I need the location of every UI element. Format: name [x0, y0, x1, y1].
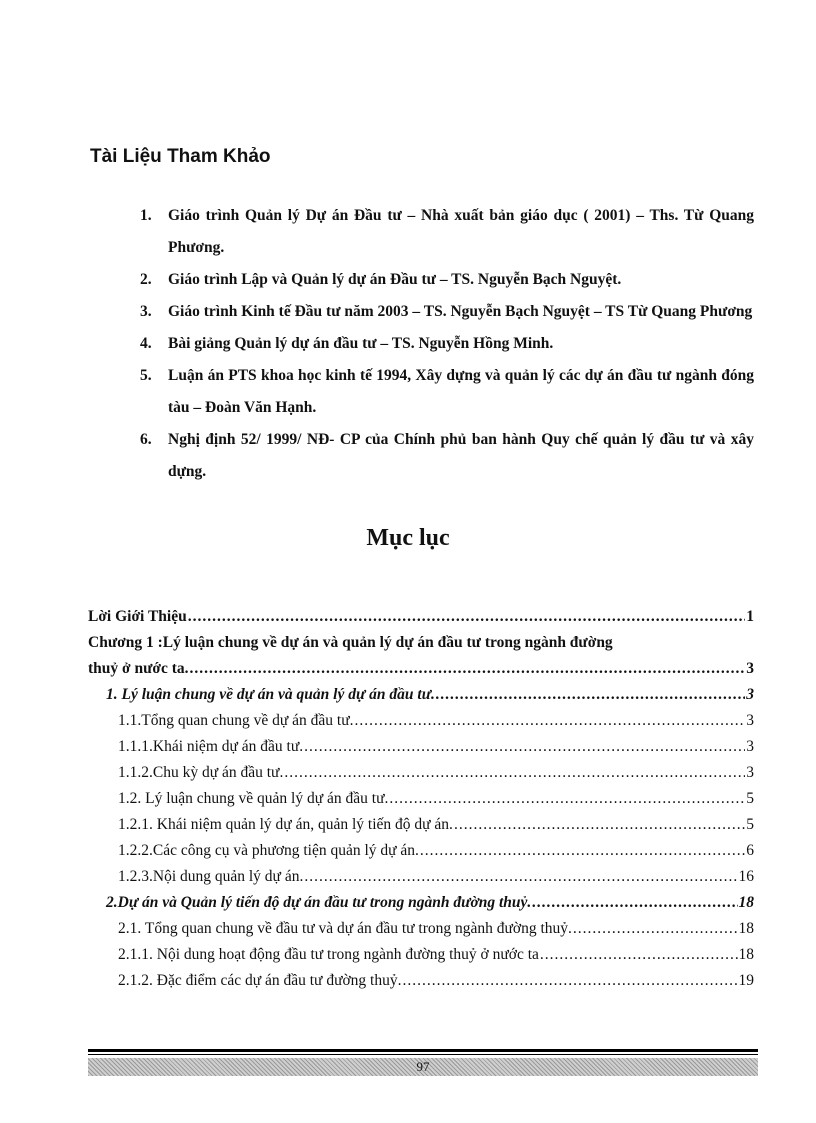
toc-leader-dots: [284, 760, 745, 786]
toc-leader-dots: [354, 708, 745, 734]
toc-entry-page: 16: [738, 868, 754, 885]
toc-entry-page: 3: [746, 764, 754, 781]
toc-leader-dots: [304, 864, 737, 890]
reference-text: Luận án PTS khoa học kinh tế 1994, Xây dựng và quản lý các dự án đầu tư ngành đóng tàu – Đoàn Văn Hạnh.: [168, 367, 754, 416]
reference-number: 4.: [140, 335, 152, 352]
toc-entry[interactable]: [88, 890, 754, 916]
reference-number: 6.: [140, 431, 152, 448]
toc-entry[interactable]: [88, 760, 754, 786]
toc-entry[interactable]: [88, 916, 754, 942]
toc-entry-page: 19: [738, 972, 754, 989]
toc-entry-page: 1: [746, 608, 754, 625]
toc-entry-intro[interactable]: [88, 604, 754, 630]
reference-text: Giáo trình Lập và Quản lý dự án Đầu tư – TS. Nguyễn Bạch Nguyệt.: [168, 271, 622, 288]
toc-entry[interactable]: [88, 838, 754, 864]
toc-entry-page: 3: [746, 712, 754, 729]
toc-entry-page: 3: [746, 660, 754, 677]
reference-text: Bài giảng Quản lý dự án đầu tư – TS. Nguyễn Hồng Minh.: [168, 335, 554, 352]
toc-entry-page: 6: [746, 842, 754, 859]
toc-entry[interactable]: [88, 708, 754, 734]
toc-entry[interactable]: [88, 812, 754, 838]
toc-entry[interactable]: [88, 682, 754, 708]
toc-entry-text: 2.1.1. Nội dung hoạt động đầu tư trong ngành đường thuỷ ở nước ta: [118, 946, 539, 963]
toc-entry-text: Chương 1 :Lý luận chung về dự án và quản lý dự án đầu tư trong ngành đường: [88, 634, 613, 651]
page-number: 97: [416, 1059, 430, 1074]
toc-entry-text: 2.Dự án và Quản lý tiến độ dự án đầu tư trong ngành đường thuỷ.: [106, 894, 532, 911]
toc-entry-text: 2.1.2. Đặc điểm các dự án đầu tư đường thuỷ.: [118, 972, 402, 989]
toc-entry-chapter-1[interactable]: [88, 630, 754, 682]
footer-rule-thin: [88, 1054, 758, 1055]
reference-number: 3.: [140, 303, 152, 320]
toc-entry[interactable]: [88, 786, 754, 812]
reference-number: 2.: [140, 271, 152, 288]
references-title: Tài Liệu Tham Khảo: [90, 146, 271, 167]
toc-entry-page: 5: [746, 816, 754, 833]
reference-item: [140, 328, 754, 360]
toc-entry-text: 1.1.2.Chu kỳ dự án đầu tư.: [118, 764, 284, 781]
toc-entry-text: 2.1. Tổng quan chung về đầu tư và dự án đầu tư trong ngành đường thuỷ.: [118, 920, 572, 937]
reference-item: [140, 424, 754, 488]
toc-leader-dots: [188, 604, 746, 630]
toc-entry-text: 1.2.2.Các công cụ và phương tiện quản lý dự án.: [118, 842, 419, 859]
toc-leader-dots: [540, 942, 738, 968]
toc-entry[interactable]: [88, 734, 754, 760]
toc-leader-dots: [304, 734, 745, 760]
toc-entry-page: 3: [746, 686, 754, 703]
toc-entry[interactable]: [88, 968, 754, 994]
reference-item: [140, 264, 754, 296]
toc-entry-page: 3: [746, 738, 754, 755]
reference-item: [140, 360, 754, 424]
reference-text: Nghị định 52/ 1999/ NĐ- CP của Chính phủ ban hành Quy chế quản lý đầu tư và xây dựng.: [168, 431, 754, 480]
toc-entry-text: 1.2.3.Nội dung quản lý dự án.: [118, 868, 304, 885]
toc-leader-dots: [389, 786, 745, 812]
table-of-contents: [88, 604, 754, 994]
toc-entry-text: 1. Lý luận chung về dự án và quản lý dự án đầu tư.: [106, 686, 435, 703]
toc-entry-text: 1.2.1. Khái niệm quản lý dự án, quản lý tiến độ dự án.: [118, 816, 453, 833]
toc-leader-dots: [532, 890, 737, 916]
toc-leader-dots: [436, 682, 745, 708]
toc-entry-page: 5: [746, 790, 754, 807]
references-list: [140, 200, 754, 488]
toc-title: Mục lục: [366, 525, 450, 551]
toc-leader-dots: [573, 916, 738, 942]
reference-item: [140, 296, 754, 328]
toc-entry-page: 18: [738, 894, 754, 911]
reference-number: 5.: [140, 367, 152, 384]
toc-leader-dots: [454, 812, 745, 838]
toc-entry[interactable]: [88, 942, 754, 968]
page-footer: [88, 1058, 758, 1076]
reference-item: [140, 200, 754, 264]
toc-entry-text: 1.2. Lý luận chung về quản lý dự án đầu tư.: [118, 790, 389, 807]
toc-entry-text: 1.1.Tổng quan chung về dự án đầu tư.: [118, 712, 354, 729]
footer-rule-thick: [88, 1049, 758, 1052]
toc-leader-dots: [190, 656, 746, 682]
toc-entry-page: 18: [738, 920, 754, 937]
toc-leader-dots: [402, 968, 737, 994]
toc-leader-dots: [420, 838, 745, 864]
toc-entry[interactable]: [88, 864, 754, 890]
reference-number: 1.: [140, 207, 152, 224]
reference-text: Giáo trình Quản lý Dự án Đầu tư – Nhà xuất bản giáo dục ( 2001) – Ths. Từ Quang Phương.: [168, 207, 754, 256]
reference-text: Giáo trình Kinh tế Đầu tư năm 2003 – TS. Nguyễn Bạch Nguyệt – TS Từ Quang Phương: [168, 303, 753, 320]
toc-entry-text: Lời Giới Thiệu: [88, 608, 187, 625]
toc-entry-text: 1.1.1.Khái niệm dự án đầu tư.: [118, 738, 304, 755]
toc-entry-page: 18: [738, 946, 754, 963]
toc-entry-text-continued: thuỷ ở nước ta.: [88, 660, 189, 677]
